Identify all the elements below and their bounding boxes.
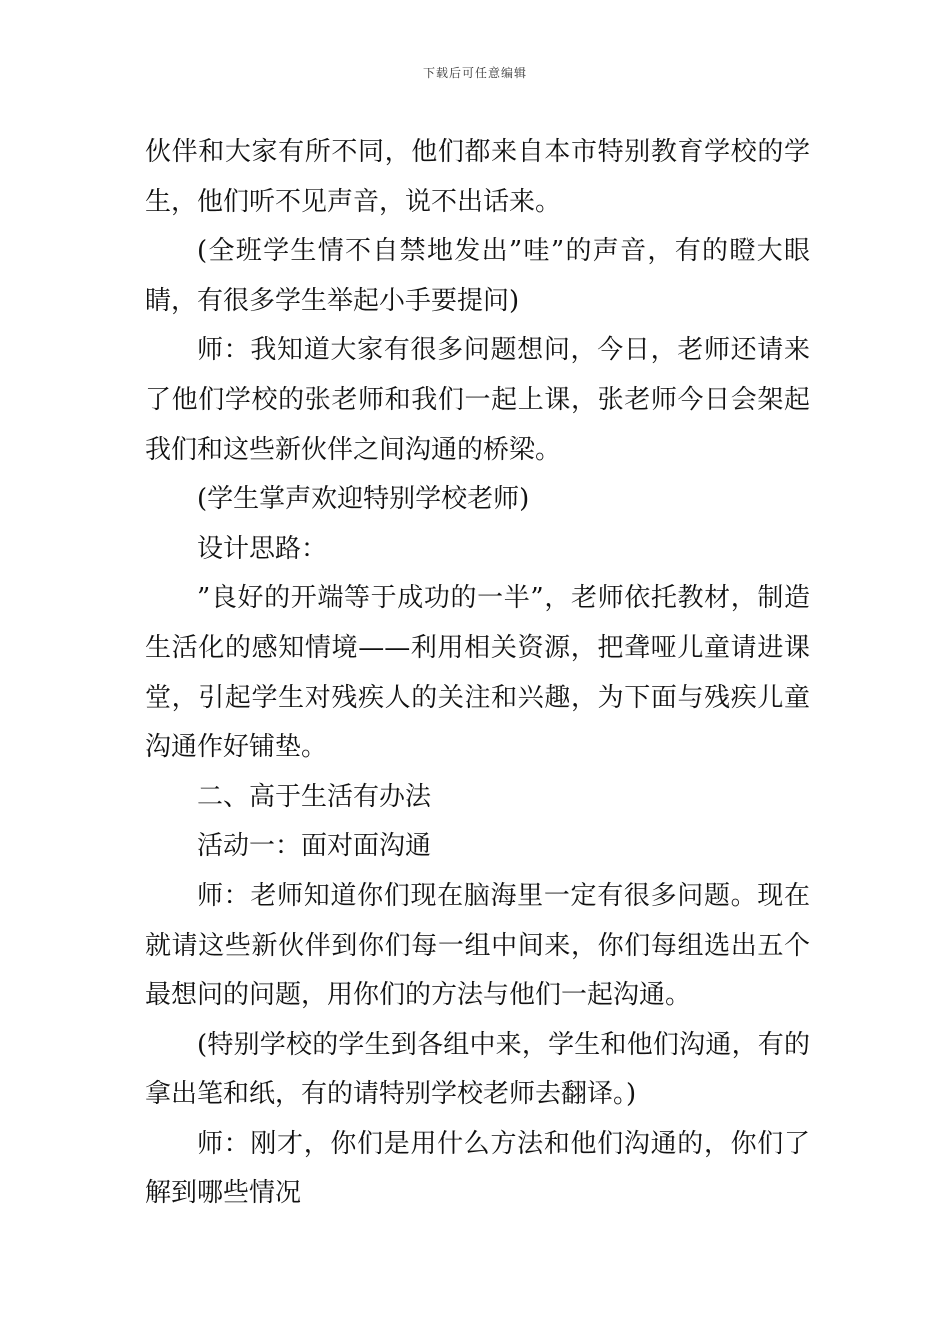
paragraph: 师：刚才，你们是用什么方法和他们沟通的，你们了解到哪些情况 [145,1128,810,1209]
section-heading: 二、高于生活有办法 [197,781,432,812]
activity-heading: 活动一：面对面沟通 [197,831,432,862]
paragraph: 师：我知道大家有很多问题想问，今日，老师还请来了他们学校的张老师和我们一起上课，张老师今日会架起我们和这些新伙伴之间沟通的桥梁。 [145,335,810,465]
paragraph: ”良好的开端等于成功的一半”，老师依托教材，制造生活化的感知情境——利用相关资源，把聋哑儿童请进课堂，引起学生对残疾人的关注和兴趣，为下面与残疾儿童沟通作好铺垫。 [145,583,810,763]
paragraph: 师：老师知道你们现在脑海里一定有很多问题。现在就请这些新伙伴到你们每一组中间来，你们每组选出五个最想问的问题，用你们的方法与他们一起沟通。 [145,880,810,1011]
paragraph: 设计思路： [197,533,328,564]
paragraph: 伙伴和大家有所不同，他们都来自本市特别教育学校的学生，他们听不见声音，说不出话来。 [145,137,810,217]
document-body [145,128,810,1219]
paragraph: (全班学生情不自禁地发出”哇”的声音，有的瞪大眼睛，有很多学生举起小手要提问) [145,236,810,316]
paragraph: (特别学校的学生到各组中来，学生和他们沟通，有的拿出笔和纸，有的请特别学校老师去翻译。) [145,1029,810,1110]
page-header-note: 下载后可任意编辑 [422,66,527,80]
paragraph: (学生掌声欢迎特别学校老师) [197,484,530,515]
